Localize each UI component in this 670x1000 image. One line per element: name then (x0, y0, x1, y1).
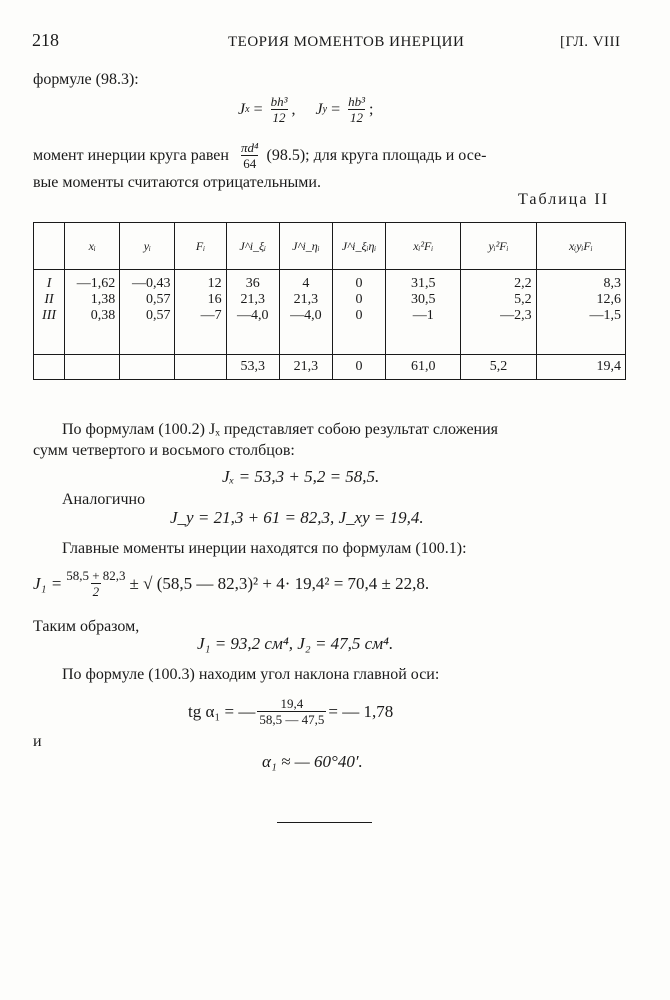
eq6-num: 19,4 (280, 696, 304, 711)
paragraph-2: Главные моменты инерции находятся по формулам (100.1): (62, 540, 467, 557)
th-j-xi: J^i_ξᵢ (226, 223, 279, 270)
text-and: и (33, 733, 42, 750)
eq1-jy-sub: y (322, 104, 328, 115)
eq1-jx-den: 12 (272, 110, 286, 125)
table-header-row (34, 223, 626, 270)
eq4-num: 58,5 + 82,3 (66, 568, 126, 583)
equation-alpha: α₁ ≈ — 60°40′. (262, 752, 363, 771)
cell-r1-c2: —0,43 (131, 276, 171, 291)
col-x2f (386, 270, 461, 355)
running-title: ТЕОРИЯ МОМЕНТОВ ИНЕРЦИИ (228, 34, 465, 50)
cell-r1-c7: 31,5 (411, 276, 436, 291)
eq6-lhs: tg α₁ = — (188, 702, 256, 721)
col-f (175, 270, 226, 355)
sum-c1 (65, 355, 120, 380)
eq4-lhs: J₁ = (33, 574, 63, 593)
col-y2f (461, 270, 536, 355)
equation-jx-jy: J x = $\frac{\text{bh³}}{12}$ , J y = $\frac{\text{hb³}}{12}$ ; (238, 94, 374, 125)
cell-r1-c1: —1,62 (76, 276, 116, 291)
eq1-jy-frac (346, 95, 367, 125)
cell-r2-c6: 0 (355, 292, 363, 307)
th-x2f: xᵢ²Fᵢ (386, 223, 461, 270)
equation-jx-sum: Jₓ = 53,3 + 5,2 = 58,5. (222, 467, 380, 486)
cell-r2-c8: 5,2 (514, 292, 532, 307)
eq1-jy-num: hb³ (348, 94, 365, 109)
cell-r3-c1: 0,38 (90, 308, 116, 323)
col-x (65, 270, 120, 355)
equation-j1-j2: J₁ = 93,2 см⁴, J₂ = 47,5 см⁴. (197, 634, 394, 653)
cell-r3-c5: —4,0 (290, 308, 322, 323)
cell-r2-c7: 30,5 (411, 292, 436, 307)
th-y: yᵢ (120, 223, 175, 270)
eq1-jy-den: 12 (350, 110, 364, 125)
cell-r2-c3: 16 (207, 292, 222, 307)
eq4-frac (64, 569, 127, 599)
cell-r1-c5: 4 (302, 276, 310, 291)
cell-r1-c4: 36 (245, 276, 260, 291)
th-x: xᵢ (65, 223, 120, 270)
th-y2f: yᵢ²Fᵢ (461, 223, 536, 270)
eq1-jx: J (238, 101, 246, 118)
cell-r2-c5: 21,3 (293, 292, 319, 307)
cell-r3-c4: —4,0 (236, 308, 269, 323)
table-sum-row (34, 355, 626, 380)
sum-c0 (34, 355, 65, 380)
eq6-frac (257, 697, 326, 727)
cell-r2-c2: 0,57 (145, 292, 171, 307)
cell-r1-c0: I (46, 276, 52, 291)
sum-c9: 19,4 (536, 355, 625, 380)
cell-r3-c0: III (42, 308, 57, 323)
cell-r3-c6: 0 (355, 308, 363, 323)
circle-inertia-frac (239, 141, 261, 171)
sum-c8: 5,2 (461, 355, 536, 380)
eq1-jy: J (315, 101, 323, 118)
text-line-2a: момент инерции круга равен (33, 147, 229, 164)
text-analog: Аналогично (62, 491, 146, 508)
end-rule (277, 822, 372, 823)
eq4-rhs: ± √ (58,5 — 82,3)² + 4· 19,4² = 70,4 ± 22,8. (129, 574, 430, 593)
cell-r1-c9: 8,3 (603, 276, 621, 291)
circle-frac-den: 64 (243, 156, 257, 171)
cell-r1-c3: 12 (207, 276, 222, 291)
text-line-2 (33, 136, 486, 176)
th-j-xieta: J^i_ξᵢηᵢ (332, 223, 385, 270)
sum-c2 (120, 355, 175, 380)
cell-r3-c9: —1,5 (589, 308, 621, 323)
cell-r1-c8: 2,2 (514, 276, 532, 291)
cell-r3-c2: 0,57 (145, 308, 171, 323)
th-xyf: xᵢyᵢFᵢ (536, 223, 625, 270)
text-line-3: вые моменты считаются отрицательными. (33, 174, 321, 191)
paragraph-1: По формулам (100.2) Jₓ представляет собою результат сложения (62, 421, 499, 438)
sum-c4: 53,3 (226, 355, 279, 380)
col-xyf (536, 270, 625, 355)
cell-r1-c6: 0 (355, 276, 363, 291)
sum-c5: 21,3 (279, 355, 332, 380)
paragraph-1b: сумм четвертого и восьмого столбцов: (33, 442, 295, 459)
col-j-xieta (332, 270, 385, 355)
eq6-rhs: = — 1,78 (328, 702, 394, 721)
th-j-eta: J^i_ηᵢ (279, 223, 332, 270)
eq1-jx-sub: x (245, 104, 250, 115)
eq4-den: 2 (92, 584, 100, 599)
text-line-2b: (98.5); для круга площадь и осе- (266, 147, 487, 164)
cell-r3-c3: —7 (200, 308, 222, 323)
page-number: 218 (32, 30, 59, 50)
cell-r2-c4: 21,3 (240, 292, 265, 307)
cell-r3-c7: —1 (412, 308, 434, 323)
paragraph-3: Таким образом, (33, 618, 140, 635)
equation-tg-alpha (188, 690, 393, 734)
text-line-1: формуле (98.3): (33, 71, 139, 88)
cell-r2-c9: 12,6 (596, 292, 621, 307)
chapter-label: [ГЛ. VIII (560, 34, 621, 50)
equation-principal-moments (33, 562, 429, 606)
table-body-row (34, 270, 626, 355)
eq1-jx-frac (269, 95, 290, 125)
equation-jy-jxy: J_y = 21,3 + 61 = 82,3, J_xy = 19,4. (170, 508, 424, 527)
col-label (34, 270, 65, 355)
circle-frac-num: πd⁴ (240, 140, 259, 155)
cell-r2-c1: 1,38 (90, 292, 116, 307)
eq1-jx-num: bh³ (270, 94, 288, 109)
cell-r3-c8: —2,3 (500, 308, 532, 323)
cell-r2-c0: II (44, 292, 54, 307)
sum-c6: 0 (332, 355, 385, 380)
table-caption: Таблица II (518, 191, 610, 208)
col-y (120, 270, 175, 355)
eq6-den: 58,5 — 47,5 (259, 712, 325, 727)
th-0 (34, 223, 65, 270)
sum-c7: 61,0 (386, 355, 461, 380)
th-f: Fᵢ (175, 223, 226, 270)
sum-c3 (175, 355, 226, 380)
col-j-eta (279, 270, 332, 355)
table-ii (33, 222, 626, 380)
col-j-xi (226, 270, 279, 355)
paragraph-4: По формуле (100.3) находим угол наклона главной оси: (62, 666, 440, 683)
